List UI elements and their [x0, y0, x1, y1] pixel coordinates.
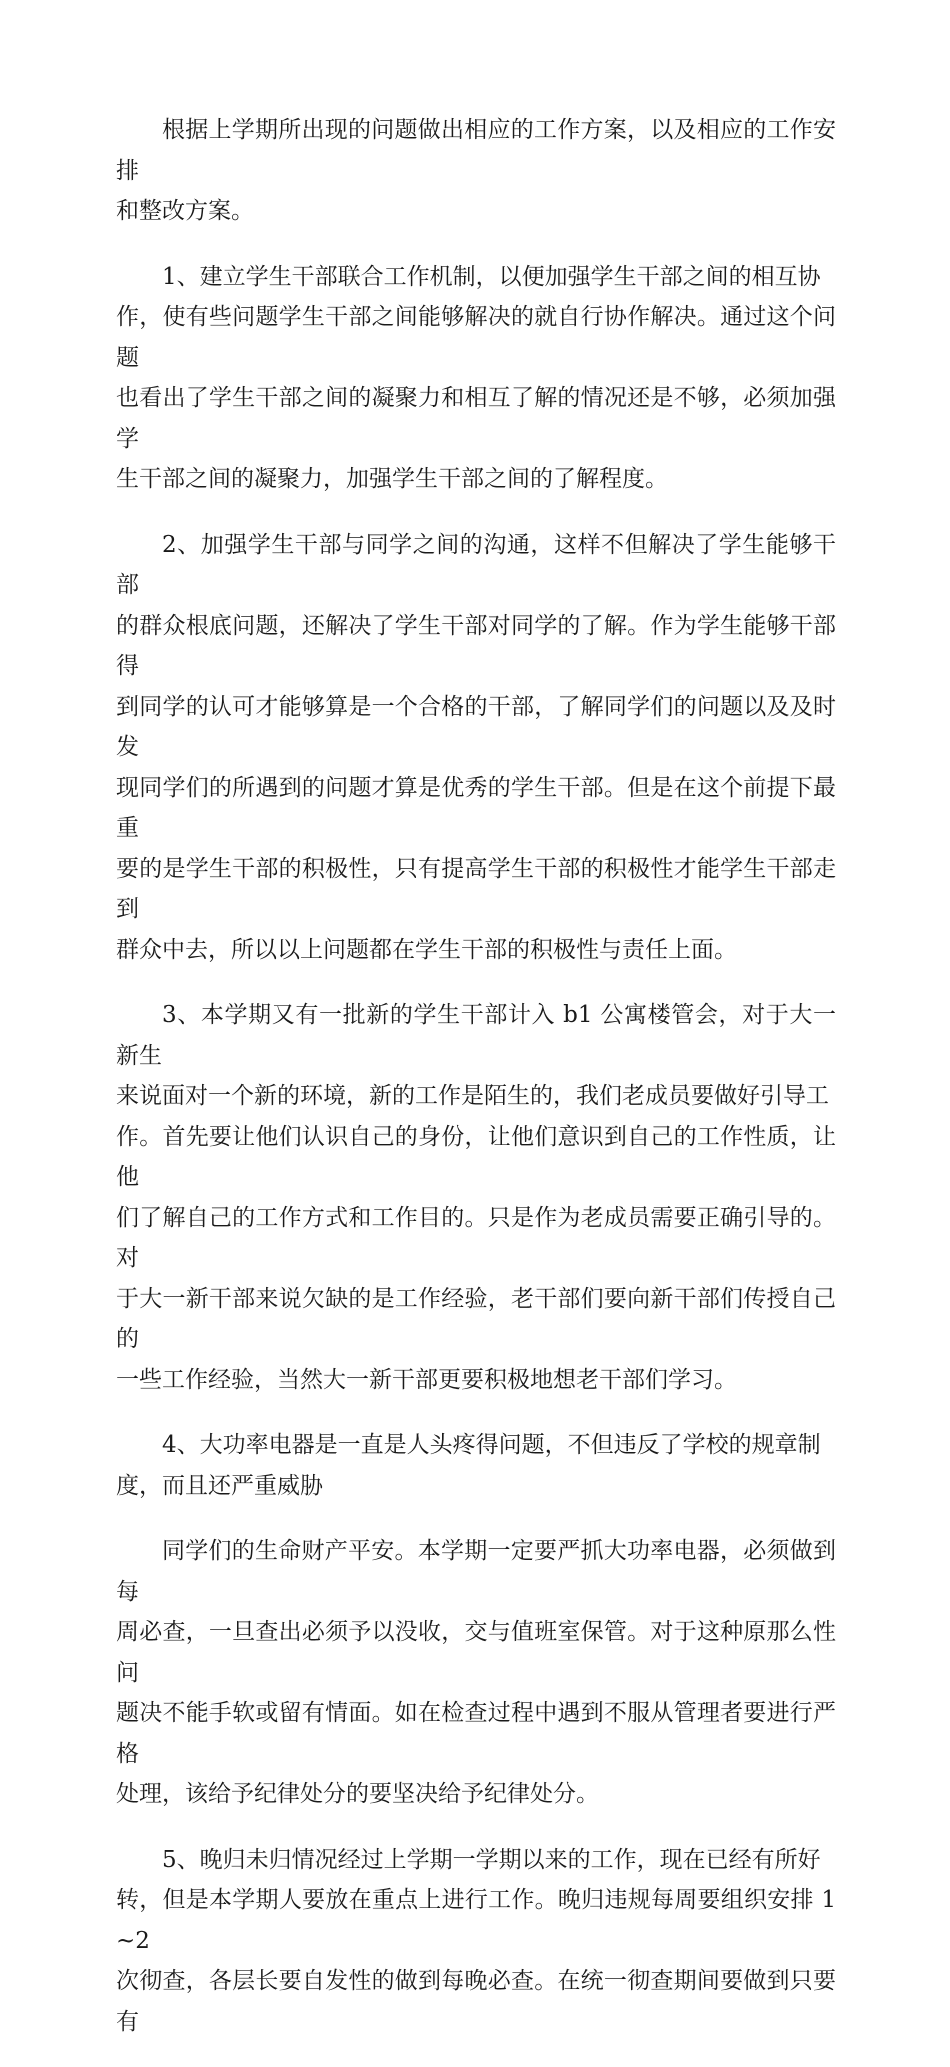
paragraph-item-5: 5、晚归未归情况经过上学期一学期以来的工作，现在已经有所好 转，但是本学期人要放在重点上进行工作。晚归违规每周要组织安排 1~2 次彻查，各层长要自发性的做到每晚必查。在统一彻查期间要做到只要有	[116, 1846, 836, 2035]
paragraph-item-2: 2、加强学生干部与同学之间的沟通，这样不但解决了学生能够干部 的群众根底问题，还解决了学生干部对同学的了解。作为学生能够干部得 到同学的认可才能够算是一个合格的干部，了解同学们的问题以及及时发 现同学们的所遇到的问题才算是优秀的学生干部。但是在这个前提下最重 要的是学生干部的积极性，只有提高学生干部的积极性才能学生干部走到 群众中去，所以以上问题都在学生干部的积极性与责任上面。	[116, 531, 836, 963]
paragraph-item-1: 1、建立学生干部联合工作机制，以便加强学生干部之间的相互协 作，使有些问题学生干部之间能够解决的就自行协作解决。通过这个问题 也看出了学生干部之间的凝聚力和相互了解的情况还是不够，必须加强学 生干部之间的凝聚力，加强学生干部之间的了解程度。	[116, 263, 836, 492]
intro-paragraph: 根据上学期所出现的问题做出相应的工作方案，以及相应的工作安排 和整改方案。	[116, 117, 836, 224]
paragraph-item-4: 4、大功率电器是一直是人头疼得问题，不但违反了学校的规章制 度，而且还严重威胁	[116, 1432, 821, 1499]
document-body	[116, 110, 836, 2067]
paragraph-item-4-continued: 同学们的生命财产平安。本学期一定要严抓大功率电器，必须做到每 周必查，一旦查出必须予以没收，交与值班室保管。对于这种原那么性问 题决不能手软或留有情面。如在检查过程中遇到不服从管理者要进行严格 处理，该给予纪律处分的要坚决给予纪律处分。	[116, 1538, 836, 1807]
paragraph-item-3: 3、本学期又有一批新的学生干部计入 b1 公寓楼管会，对于大一新生 来说面对一个新的环境，新的工作是陌生的，我们老成员要做好引导工 作。首先要让他们认识自己的身份，让他们意识到自己的工作性质，让他 们了解自己的工作方式和工作目的。只是作为老成员需要正确引导的。对 于大一新干部来说欠缺的是工作经验，老干部们要向新干部们传授自己的 一些工作经验，当然大一新干部更要积极地想老干部们学习。	[116, 1002, 836, 1393]
